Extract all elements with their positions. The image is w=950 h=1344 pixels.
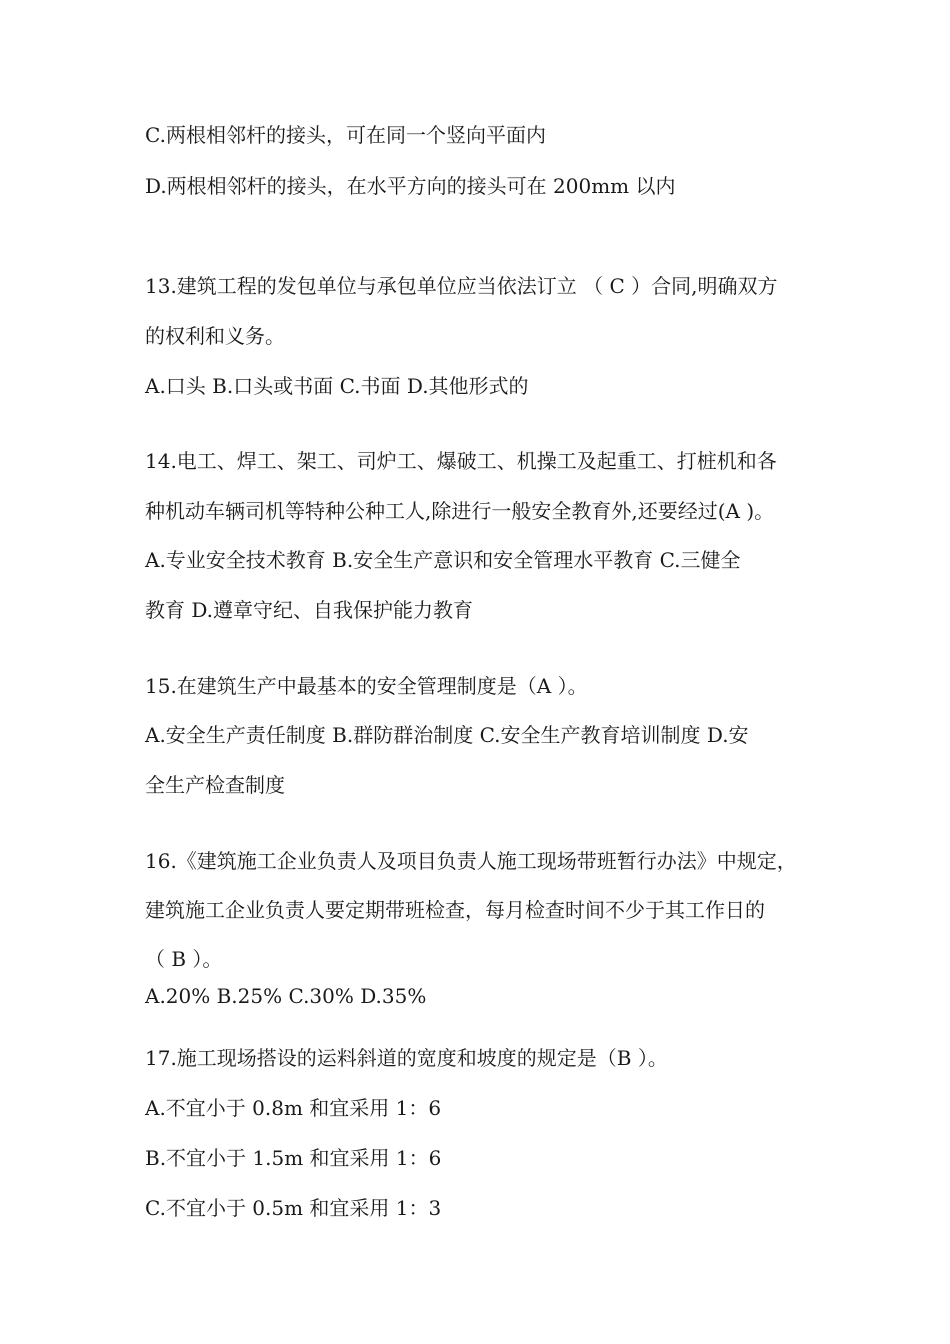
question-17: 17.施工现场搭设的运料斜道的宽度和坡度的规定是（B ）。 — [145, 1046, 668, 1070]
option-c-joint-vertical-plane: C.两根相邻杆的接头，可在同一个竖向平面内 — [145, 123, 546, 147]
question-16-line-2: 建筑施工企业负责人要定期带班检查，每月检查时间不少于其工作日的 — [145, 898, 765, 922]
question-15-options-line-2: 全生产检查制度 — [145, 773, 285, 797]
question-16-options: A.20% B.25% C.30% D.35% — [145, 984, 427, 1008]
question-14-options-line-2: 教育 D.遵章守纪、自我保护能力教育 — [145, 598, 474, 622]
question-13-line-1: 13.建筑工程的发包单位与承包单位应当依法订立 （ C ）合同,明确双方 — [145, 274, 778, 298]
question-17-option-b: B.不宜小于 1.5m 和宜采用 1：6 — [145, 1146, 442, 1170]
question-14-options-line-1: A.专业安全技术教育 B.安全生产意识和安全管理水平教育 C.三健全 — [145, 548, 741, 572]
question-16-answer: （ B ）。 — [145, 947, 223, 971]
question-14-line-1: 14.电工、焊工、架工、司炉工、爆破工、机操工及起重工、打桩机和各 — [145, 449, 777, 473]
question-15-options-line-1: A.安全生产责任制度 B.群防群治制度 C.安全生产教育培训制度 D.安 — [145, 723, 749, 747]
question-13-options: A.口头 B.口头或书面 C.书面 D.其他形式的 — [145, 374, 529, 398]
question-13-line-2: 的权利和义务。 — [145, 324, 285, 348]
question-15: 15.在建筑生产中最基本的安全管理制度是（A ）。 — [145, 674, 588, 698]
option-d-joint-horizontal-200mm: D.两根相邻杆的接头，在水平方向的接头可在 200mm 以内 — [145, 174, 676, 198]
question-14-line-2: 种机动车辆司机等特种公种工人,除进行一般安全教育外,还要经过(A )。 — [145, 499, 775, 523]
question-17-option-a: A.不宜小于 0.8m 和宜采用 1：6 — [145, 1096, 442, 1120]
question-17-option-c: C.不宜小于 0.5m 和宜采用 1：3 — [145, 1196, 442, 1220]
question-16-line-1: 16.《建筑施工企业负责人及项目负责人施工现场带班暂行办法》中规定， — [145, 849, 797, 873]
